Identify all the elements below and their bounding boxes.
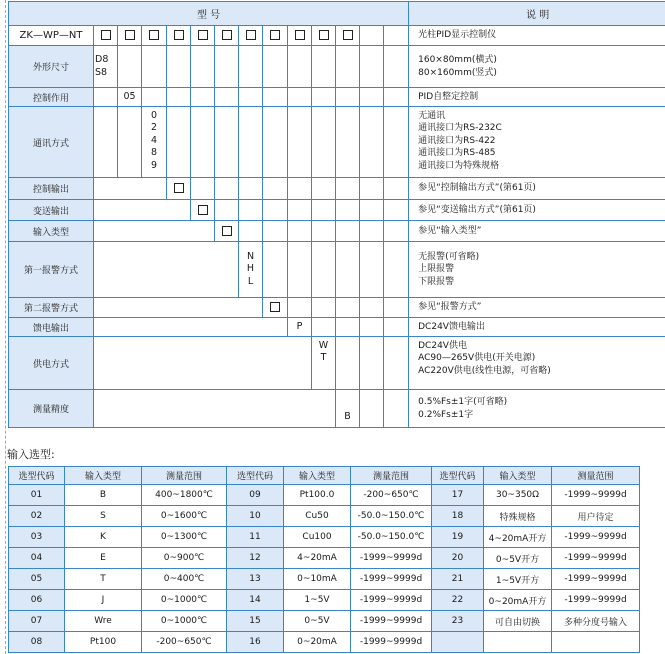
column-header: 输入类型 [284,467,351,485]
comm-label: 通讯方式 [9,107,94,178]
power-desc: DC24V供电 AC90—265V供电(开关电源) AC220V供电(线性电源，可省略) [409,337,665,390]
range-cell: 0~400℃ [142,569,227,590]
table-cell [312,298,336,318]
table-cell [312,242,336,298]
table-cell [384,337,409,390]
checkbox-icon [319,30,329,40]
code-cell: 15 [227,611,284,632]
feed-code: P [288,318,312,337]
feed-label: 馈电输出 [9,318,94,337]
table-cell [360,337,384,390]
table-cell [94,221,215,242]
type-cell: E [65,548,142,569]
input-row [9,221,665,242]
table-cell [191,107,215,178]
code-cell: 21 [432,569,484,590]
table-cell [263,298,288,318]
code-slot-power [312,26,336,46]
range-cell: -200~650℃ [142,632,227,653]
checkbox-icon [295,30,305,40]
transmit-desc: 参见“变送输出方式”(第61页) [409,200,665,221]
table-cell [94,200,191,221]
table-cell [360,178,384,200]
table-row [9,506,640,527]
table-cell [239,200,263,221]
table-cell [118,46,142,88]
table-row [9,632,640,653]
table-cell [312,200,336,221]
feed-desc: DC24V馈电输出 [409,318,665,337]
ctrl-out-label: 控制输出 [9,178,94,200]
table-cell [118,107,142,178]
range-cell: 400~1800℃ [142,485,227,506]
table-row [9,485,640,506]
table-cell [384,88,409,107]
accuracy-row [9,390,665,428]
type-cell: 0~10mA [284,569,351,590]
range-cell: -50.0~150.0℃ [351,527,432,548]
accuracy-code: B [336,390,360,428]
range-cell [552,632,640,653]
table-cell [142,88,167,107]
transmit-label: 变送输出 [9,200,94,221]
column-header: 输入类型 [484,467,552,485]
code-slot-transmit [191,26,215,46]
table-cell [215,221,239,242]
power-row [9,337,665,390]
code-slot-comm [142,26,167,46]
code-cell: 03 [9,527,65,548]
column-header: 输入类型 [65,467,142,485]
table-cell [215,46,239,88]
table-cell [288,88,312,107]
control-desc: PID自整定控制 [409,88,665,107]
range-cell: -1999~9999d [351,590,432,611]
table-cell [384,200,409,221]
range-cell: -1999~9999d [552,569,640,590]
section-title: 输入选型: [7,448,55,461]
table-cell [384,46,409,88]
table-cell [263,107,288,178]
type-cell: 4~20mA开方 [484,527,552,548]
table-cell [384,107,409,178]
table-cell [336,221,360,242]
code-cell: 20 [432,548,484,569]
alarm2-label: 第二报警方式 [9,298,94,318]
table-cell [288,200,312,221]
table-cell [336,337,360,390]
table-cell [360,107,384,178]
table-cell [263,221,288,242]
table-cell [360,200,384,221]
range-cell: -1999~9999d [552,548,640,569]
table-cell [360,390,384,428]
type-cell: J [65,590,142,611]
code-cell: 08 [9,632,65,653]
checkbox-icon [222,226,232,236]
table-cell [384,390,409,428]
feed-row [9,318,665,337]
table-cell [312,46,336,88]
size-label: 外形尺寸 [9,46,94,88]
type-cell: T [65,569,142,590]
table-cell [263,178,288,200]
code-cell: 17 [432,485,484,506]
table-cell [360,88,384,107]
type-cell: 4~20mA [284,548,351,569]
table-cell [360,242,384,298]
table-cell [167,46,191,88]
checkbox-icon [101,30,111,40]
type-cell: 0~5V [284,611,351,632]
table-cell [191,88,215,107]
code-slot-input [215,26,239,46]
checkbox-icon [270,30,280,40]
code-cell: 12 [227,548,284,569]
column-header: 选型代码 [432,467,484,485]
control-row [9,88,665,107]
table-cell [336,178,360,200]
table-cell [239,178,263,200]
table-cell [384,178,409,200]
checkbox-icon [174,30,184,40]
margin-guide-line [5,0,6,654]
input-label: 输入类型 [9,221,94,242]
table-cell [288,46,312,88]
type-cell: Cu50 [284,506,351,527]
table-cell [360,298,384,318]
alarm1-codes: N H L [239,242,263,298]
table-cell [312,318,336,337]
type-cell: Pt100.0 [284,485,351,506]
code-cell: 04 [9,548,65,569]
code-slot-size [94,26,118,46]
code-cell [432,632,484,653]
code-cell: 10 [227,506,284,527]
column-header: 选型代码 [227,467,284,485]
checkbox-icon [198,205,208,215]
table-cell [118,178,142,200]
type-cell [484,632,552,653]
power-codes: W T [312,337,336,390]
table-cell [94,178,118,200]
code-cell: 23 [432,611,484,632]
checkbox-icon [270,302,280,312]
size-desc: 160×80mm(横式) 80×160mm(竖式) [409,46,665,88]
code-cell: 09 [227,485,284,506]
code-slot-accuracy [336,26,360,46]
column-header: 测量范围 [351,467,432,485]
checkbox-icon [149,30,159,40]
table-row [9,590,640,611]
control-label: 控制作用 [9,88,94,107]
table-row [9,569,640,590]
table-row [9,548,640,569]
table-cell [215,200,239,221]
table-cell [312,88,336,107]
type-cell: Wre [65,611,142,632]
table-cell [360,46,384,88]
table-cell [336,46,360,88]
type-cell: 可自由切换 [484,611,552,632]
code-slot-ctrl-out [167,26,191,46]
column-header: 测量范围 [142,467,227,485]
code-cell: 13 [227,569,284,590]
model-spec-table [8,1,665,428]
table-cell [312,221,336,242]
table-cell [263,88,288,107]
column-header: 选型代码 [9,467,65,485]
table-cell [288,298,312,318]
model-code: ZK—WP—NT [9,26,94,46]
code-cell: 07 [9,611,65,632]
checkbox-icon [222,30,232,40]
code-cell: 01 [9,485,65,506]
table-cell [336,298,360,318]
range-cell: -1999~9999d [351,611,432,632]
desc-header: 说 明 [409,2,665,26]
table-cell [239,88,263,107]
model-desc: 光柱PID显示控制仪 [409,26,665,46]
code-cell: 16 [227,632,284,653]
type-cell: 1~5V开方 [484,569,552,590]
alarm2-desc: 参见“报警方式” [409,298,665,318]
table-cell [312,178,336,200]
range-cell: 多种分度号输入 [552,611,640,632]
table-cell [191,200,215,221]
range-cell: -1999~9999d [351,569,432,590]
control-code: 05 [118,88,142,107]
range-cell: -50.0~150.0℃ [351,506,432,527]
table-cell [384,298,409,318]
range-cell: 0~1000℃ [142,590,227,611]
size-codes: D8 S8 [94,46,118,88]
input-desc: 参见“输入类型” [409,221,665,242]
table-cell [360,26,384,46]
code-cell: 05 [9,569,65,590]
table-cell [288,107,312,178]
table-cell [167,107,191,178]
accuracy-label: 测量精度 [9,390,94,428]
table-cell [288,242,312,298]
code-slot-alarm1 [239,26,263,46]
type-cell: 0~20mA开方 [484,590,552,611]
ctrl-out-row [9,178,665,200]
range-cell: -1999~9999d [552,527,640,548]
range-cell: -200~650℃ [351,485,432,506]
type-cell: 30~350Ω [484,485,552,506]
type-cell: K [65,527,142,548]
range-cell: 用户待定 [552,506,640,527]
code-cell: 14 [227,590,284,611]
alarm1-desc: 无报警(可省略) 上限报警 下限报警 [409,242,665,298]
table-cell [384,318,409,337]
code-cell: 18 [432,506,484,527]
column-header: 测量范围 [552,467,640,485]
table-cell [288,221,312,242]
range-cell: 0~1600℃ [142,506,227,527]
header-row [9,2,665,26]
table-cell [94,298,263,318]
checkbox-icon [125,30,135,40]
table-cell [94,337,312,390]
table-cell [239,107,263,178]
type-cell: 1~5V [284,590,351,611]
accuracy-desc: 0.5%Fs±1字(可省略) 0.2%Fs±1字 [409,390,665,428]
range-cell: -1999~9999d [351,632,432,653]
type-cell: 0~20mA [284,632,351,653]
table-cell [215,107,239,178]
comm-desc: 无通讯 通讯接口为RS-232C 通讯接口为RS-422 通讯接口为RS-485 通讯接口为特殊规格 [409,107,665,178]
type-cell: S [65,506,142,527]
checkbox-icon [198,30,208,40]
table-row [9,527,640,548]
table-cell [239,46,263,88]
code-cell: 02 [9,506,65,527]
checkbox-icon [343,30,353,40]
range-cell: 0~1300℃ [142,527,227,548]
table-cell [142,46,167,88]
table-cell [312,107,336,178]
type-cell: 特殊规格 [484,506,552,527]
range-cell: 0~1000℃ [142,611,227,632]
table-cell [336,107,360,178]
code-slot-control [118,26,142,46]
table-cell [142,178,167,200]
type-cell: B [65,485,142,506]
table-cell [336,200,360,221]
table-cell [191,46,215,88]
type-cell: Cu100 [284,527,351,548]
table-cell [336,318,360,337]
alarm2-row [9,298,665,318]
range-cell: -1999~9999d [552,485,640,506]
range-cell: -1999~9999d [552,590,640,611]
code-slot-alarm2 [263,26,288,46]
table-cell [94,242,239,298]
table-cell [336,88,360,107]
table-cell [215,88,239,107]
model-header: 型 号 [9,2,409,26]
table-header-row [9,467,640,485]
table-cell [94,88,118,107]
table-cell [360,318,384,337]
code-slot-feed [288,26,312,46]
code-cell: 11 [227,527,284,548]
range-cell: -1999~9999d [351,548,432,569]
type-cell: 0~5V开方 [484,548,552,569]
table-cell [167,178,191,200]
input-type-table [8,466,640,653]
code-cell: 22 [432,590,484,611]
table-cell [384,242,409,298]
table-cell [215,178,239,200]
transmit-row [9,200,665,221]
table-cell [384,26,409,46]
power-label: 供电方式 [9,337,94,390]
table-cell [360,221,384,242]
ctrl-out-desc: 参见“控制输出方式”(第61页) [409,178,665,200]
table-cell [94,318,288,337]
alarm1-label: 第一报警方式 [9,242,94,298]
table-row [9,611,640,632]
checkbox-icon [246,30,256,40]
code-cell: 19 [432,527,484,548]
table-cell [167,88,191,107]
table-cell [263,46,288,88]
size-row [9,46,665,88]
table-cell [263,242,288,298]
comm-row [9,107,665,178]
code-cell: 06 [9,590,65,611]
table-cell [191,178,215,200]
table-cell [384,221,409,242]
type-cell: Pt100 [65,632,142,653]
table-cell [94,107,118,178]
alarm1-row [9,242,665,298]
range-cell: 0~900℃ [142,548,227,569]
checkbox-icon [174,183,184,193]
table-cell [239,221,263,242]
table-cell [263,200,288,221]
table-cell [94,390,336,428]
comm-codes: 0 2 4 8 9 [142,107,167,178]
model-code-row [9,26,665,46]
table-cell [336,242,360,298]
table-cell [288,178,312,200]
